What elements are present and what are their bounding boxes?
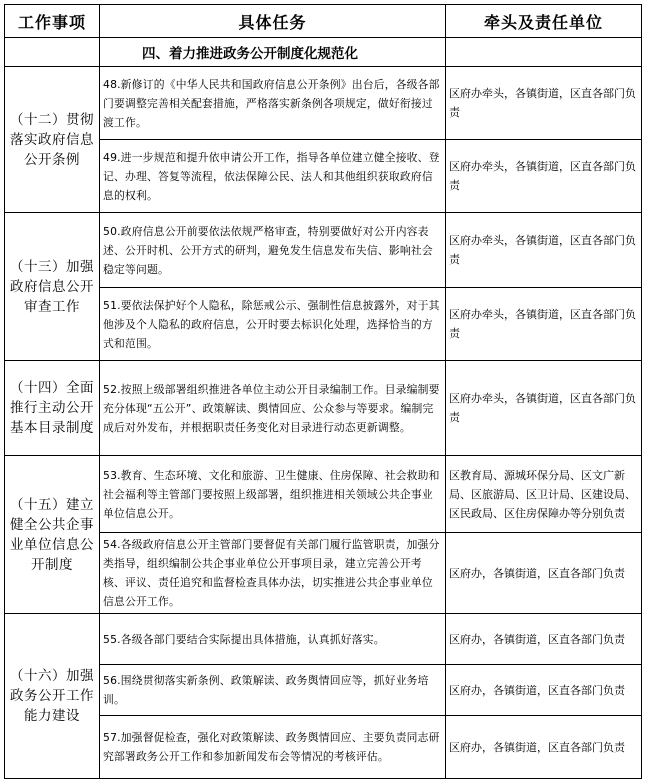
table-row bbox=[5, 67, 642, 140]
unit-55: 区府办，各镇街道，区直各部门负责 bbox=[446, 614, 642, 665]
unit-48: 区府办牵头，各镇街道，区直各部门负责 bbox=[446, 67, 642, 140]
section-label-spacer bbox=[5, 38, 100, 67]
table-row bbox=[5, 716, 642, 779]
task-50: 50.政府信息公开前要依法依规严格审查，特别要做好对公开内容表述、公开时机、公开方式的研判，避免发生信息发布失信、影响社会稳定等问题。 bbox=[100, 213, 446, 288]
table-row bbox=[5, 140, 642, 213]
category-15: （十五）建立健全公共企事业单位信息公开制度 bbox=[5, 456, 100, 614]
table-row bbox=[5, 456, 642, 533]
task-table bbox=[4, 4, 642, 779]
task-53: 53.教育、生态环境、文化和旅游、卫生健康、住房保障、社会救助和社会福利等主管部门要按照上级部署，组织推进相关领域公共企事业单位信息公开。 bbox=[100, 456, 446, 533]
task-56: 56.围绕贯彻落实新条例、政策解读、政务舆情回应等，抓好业务培训。 bbox=[100, 665, 446, 716]
category-12: （十二）贯彻落实政府信息公开条例 bbox=[5, 67, 100, 213]
unit-49: 区府办牵头，各镇街道，区直各部门负责 bbox=[446, 140, 642, 213]
section-row bbox=[5, 38, 642, 67]
unit-56: 区府办，各镇街道，区直各部门负责 bbox=[446, 665, 642, 716]
unit-57: 区府办，各镇街道，区直各部门负责 bbox=[446, 716, 642, 779]
table-row bbox=[5, 361, 642, 456]
unit-53: 区教育局、源城环保分局、区文广新局、区旅游局、区卫计局、区建设局、区民政局、区住房保障办等分别负责 bbox=[446, 456, 642, 533]
table-row bbox=[5, 665, 642, 716]
table-row bbox=[5, 288, 642, 361]
table-row bbox=[5, 614, 642, 665]
task-51: 51.要依法保护好个人隐私，除惩戒公示、强制性信息披露外，对于其他涉及个人隐私的政府信息，公开时要去标识化处理，选择恰当的方式和范围。 bbox=[100, 288, 446, 361]
task-57: 57.加强督促检查，强化对政策解读、政务舆情回应、主要负责同志研究部署政务公开工作和参加新闻发布会等情况的考核评估。 bbox=[100, 716, 446, 779]
table-row bbox=[5, 213, 642, 288]
category-16: （十六）加强政务公开工作能力建设 bbox=[5, 614, 100, 779]
unit-50: 区府办牵头，各镇街道，区直各部门负责 bbox=[446, 213, 642, 288]
header-responsible-unit: 牵头及责任单位 bbox=[446, 5, 642, 38]
category-14: （十四）全面推行主动公开基本目录制度 bbox=[5, 361, 100, 456]
unit-51: 区府办牵头，各镇街道，区直各部门负责 bbox=[446, 288, 642, 361]
task-52: 52.按照上级部署组织推进各单位主动公开目录编制工作。目录编制要充分体现“五公开”、政策解读、舆情回应、公众参与等要求。编制完成后对外发布，并根据职责任务变化对目录进行动态更新调整。 bbox=[100, 361, 446, 456]
unit-54: 区府办，各镇街道，区直各部门负责 bbox=[446, 533, 642, 614]
section-title: 四、着力推进政务公开制度化规范化 bbox=[100, 38, 446, 67]
unit-52: 区府办牵头，各镇街道，区直各部门负责 bbox=[446, 361, 642, 456]
task-54: 54.各级政府信息公开主管部门要督促有关部门履行监管职责，加强分类指导，组织编制公共企事业单位公开事项目录，建立完善公开考核、评议、责任追究和监督检查具体办法，切实推进公共企事业单位信息公开工作。 bbox=[100, 533, 446, 614]
header-row bbox=[5, 5, 642, 38]
task-55: 55.各级各部门要结合实际提出具体措施，认真抓好落实。 bbox=[100, 614, 446, 665]
task-48: 48.新修订的《中华人民共和国政府信息公开条例》出台后，各级各部门要调整完善相关配套措施，严格落实新条例各项规定，做好衔接过渡工作。 bbox=[100, 67, 446, 140]
task-49: 49.进一步规范和提升依申请公开工作，指导各单位建立健全接收、登记、办理、答复等流程，依法保障公民、法人和其他组织获取政府信息的权利。 bbox=[100, 140, 446, 213]
section-unit-spacer bbox=[446, 38, 642, 67]
category-13: （十三）加强政府信息公开审查工作 bbox=[5, 213, 100, 361]
header-work-item: 工作事项 bbox=[5, 5, 100, 38]
header-specific-task: 具体任务 bbox=[100, 5, 446, 38]
table-row bbox=[5, 533, 642, 614]
